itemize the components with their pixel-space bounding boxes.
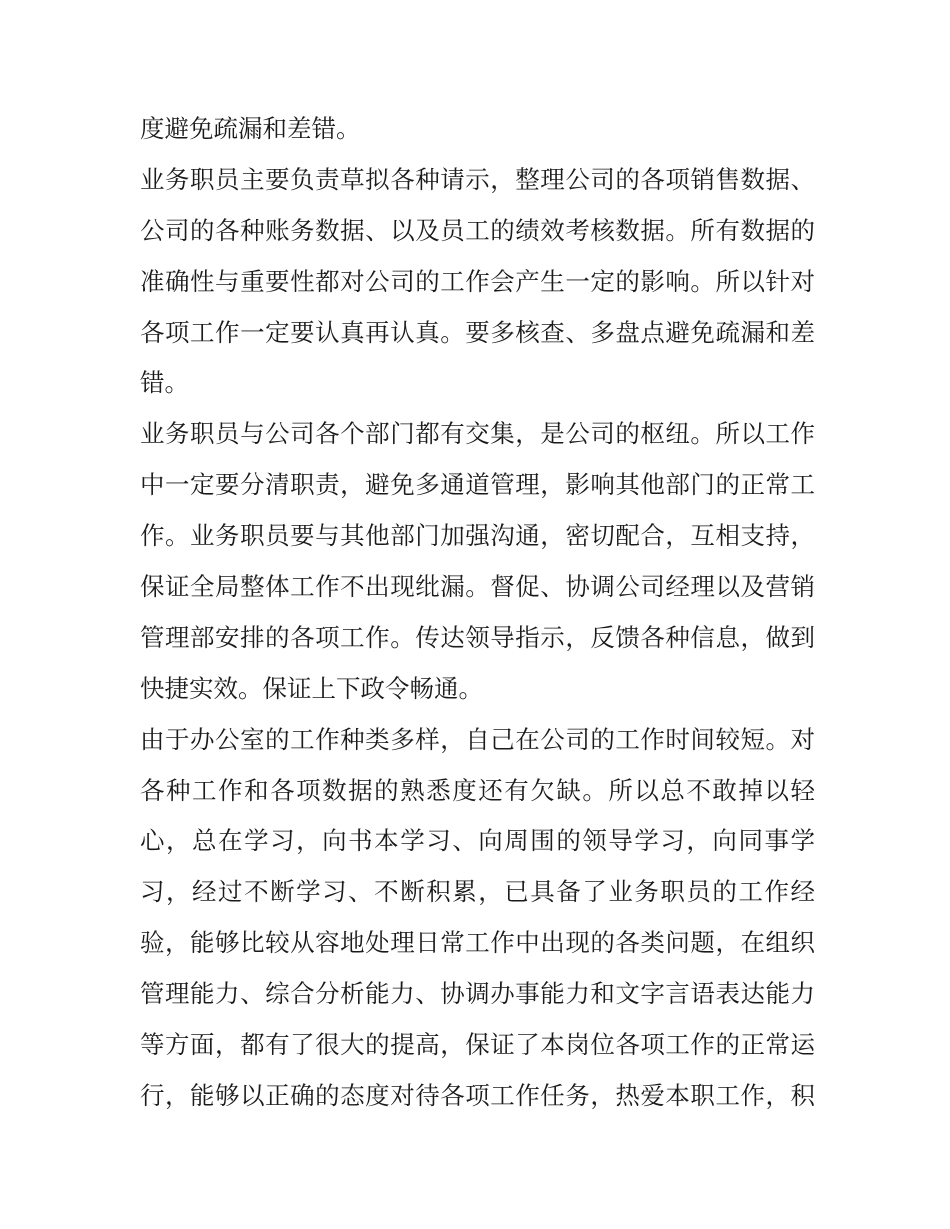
text-line: 各项工作一定要认真再认真。要多核查、多盘点避免疏漏和差 — [140, 317, 815, 347]
text-line: 错。 — [140, 368, 189, 398]
text-line: 准确性与重要性都对公司的工作会产生一定的影响。所以针对 — [140, 266, 815, 296]
text-line: 管理部安排的各项工作。传达领导指示，反馈各种信息，做到 — [140, 622, 815, 652]
text-line: 行，能够以正确的态度对待各项工作任务，热爱本职工作，积 — [140, 1080, 815, 1110]
body-text — [140, 104, 815, 1122]
text-line: 作。业务职员要与其他部门加强沟通，密切配合，互相支持， — [140, 521, 815, 551]
text-line: 管理能力、综合分析能力、协调办事能力和文字言语表达能力 — [140, 979, 815, 1009]
text-line: 习，经过不断学习、不断积累，已具备了业务职员的工作经 — [140, 877, 815, 907]
text-line: 各种工作和各项数据的熟悉度还有欠缺。所以总不敢掉以轻 — [140, 775, 815, 805]
text-line: 心，总在学习，向书本学习、向周围的领导学习，向同事学 — [140, 826, 815, 856]
text-line: 业务职员与公司各个部门都有交集，是公司的枢纽。所以工作 — [140, 419, 815, 449]
text-line: 等方面，都有了很大的提高，保证了本岗位各项工作的正常运 — [140, 1030, 815, 1060]
text-line: 度避免疏漏和差错。 — [140, 114, 361, 143]
text-line: 由于办公室的工作种类多样，自己在公司的工作时间较短。对 — [140, 724, 815, 754]
text-line: 业务职员主要负责草拟各种请示，整理公司的各项销售数据、 — [140, 164, 815, 194]
text-line: 中一定要分清职责，避免多通道管理，影响其他部门的正常工 — [140, 470, 815, 500]
text-line: 公司的各种账务数据、以及员工的绩效考核数据。所有数据的 — [140, 215, 815, 245]
text-line: 保证全局整体工作不出现纰漏。督促、协调公司经理以及营销 — [140, 572, 815, 602]
text-line: 验，能够比较从容地处理日常工作中出现的各类问题，在组织 — [140, 928, 815, 958]
text-line: 快捷实效。保证上下政令畅通。 — [140, 673, 483, 703]
